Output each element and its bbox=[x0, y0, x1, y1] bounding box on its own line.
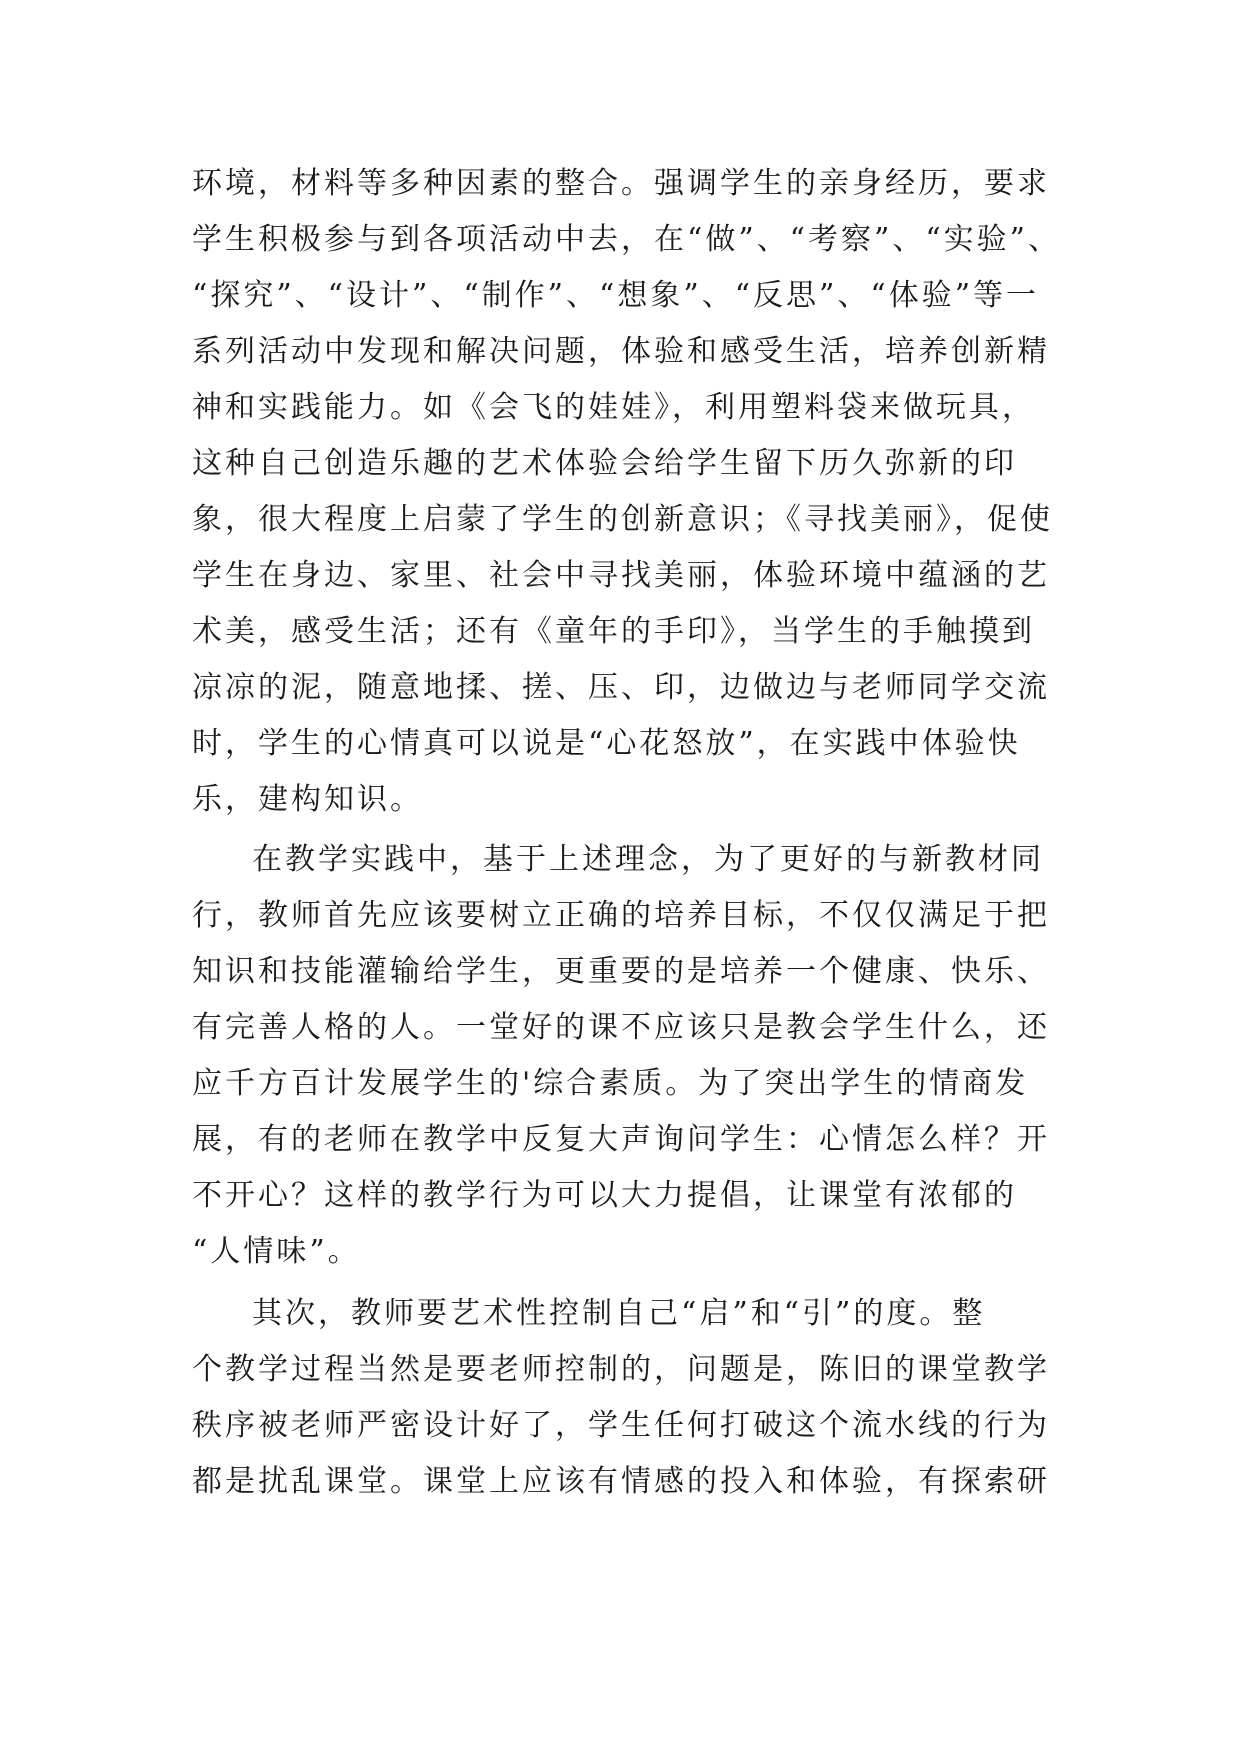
text-line: 环境，材料等多种因素的整合。强调学生的亲身经历，要求 bbox=[192, 166, 1050, 201]
text-line: 术美，感受生活；还有《童年的手印》，当学生的手触摸到 bbox=[192, 614, 1035, 649]
text-line: 行，教师首先应该要树立正确的培养目标，不仅仅满足于把 bbox=[192, 898, 1050, 933]
text-line: 应千方百计发展学生的'综合素质。为了突出学生的情商发 bbox=[192, 1066, 1029, 1101]
text-line: 象，很大程度上启蒙了学生的创新意识；《寻找美丽》，促使 bbox=[192, 502, 1053, 537]
text-line: 不开心？这样的教学行为可以大力提倡，让课堂有浓郁的 bbox=[192, 1178, 1017, 1213]
text-line: 时，学生的心情真可以说是“心花怒放”，在实践中体验快 bbox=[192, 726, 1021, 761]
text-line: “探究”、“设计”、“制作”、“想象”、“反思”、“体验”等一 bbox=[192, 278, 1040, 313]
paragraph-first-line: 其次，教师要艺术性控制自己“启”和“引”的度。整 bbox=[252, 1296, 986, 1331]
text-line: 知识和技能灌输给学生，更重要的是培养一个健康、快乐、 bbox=[192, 954, 1050, 989]
text-line: 系列活动中发现和解决问题，体验和感受生活，培养创新精 bbox=[192, 334, 1050, 369]
text-line: 神和实践能力。如《会飞的娃娃》，利用塑料袋来做玩具， bbox=[192, 390, 1035, 425]
text-line: 个教学过程当然是要老师控制的，问题是，陈旧的课堂教学 bbox=[192, 1352, 1050, 1387]
text-line: 秩序被老师严密设计好了，学生任何打破这个流水线的行为 bbox=[192, 1408, 1050, 1443]
text-line: 展，有的老师在教学中反复大声询问学生：心情怎么样？开 bbox=[192, 1122, 1050, 1157]
paragraph-first-line: 在教学实践中，基于上述理念，为了更好的与新教材同 bbox=[252, 842, 1044, 877]
text-line: 有完善人格的人。一堂好的课不应该只是教会学生什么，还 bbox=[192, 1010, 1050, 1045]
text-line: 这种自己创造乐趣的艺术体验会给学生留下历久弥新的印 bbox=[192, 446, 1017, 481]
text-line: 学生在身边、家里、社会中寻找美丽，体验环境中蕴涵的艺 bbox=[192, 558, 1050, 593]
text-line: 凉凉的泥，随意地揉、搓、压、印，边做边与老师同学交流 bbox=[192, 670, 1050, 705]
text-line: 都是扰乱课堂。课堂上应该有情感的投入和体验，有探索研 bbox=[192, 1464, 1050, 1499]
text-line: “人情味”。 bbox=[192, 1234, 361, 1269]
text-line: 学生积极参与到各项活动中去，在“做”、“考察”、“实验”、 bbox=[192, 222, 1062, 257]
text-line: 乐，建构知识。 bbox=[192, 782, 423, 817]
